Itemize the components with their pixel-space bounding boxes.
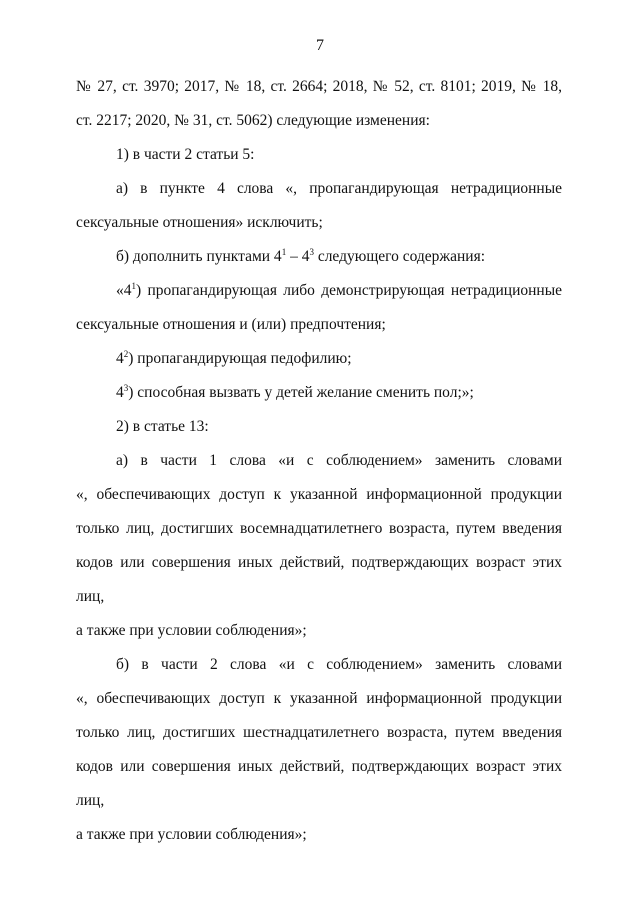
document-body [76,70,562,852]
text-line: ст. 2217; 2020, № 31, ст. 5062) следующие изменения: [76,112,430,129]
text-line: № 27, ст. 3970; 2017, № 18, ст. 2664; 2018, № 52, ст. 8101; 2019, № 18, [76,78,562,95]
text-line: б) в части 2 слова «и с соблюдением» заменить словами [116,656,562,673]
text-fragment: ) пропагандирующая либо демонстрирующая нетрадиционные [136,282,562,299]
text-fragment: следующего содержания: [313,248,486,265]
text-line: а) в части 1 слова «и с соблюдением» заменить словами [116,452,562,469]
paragraph-item-1 [76,138,562,172]
text-line: «, обеспечивающих доступ к указанной информационной продукции [76,690,562,707]
paragraph-point-4-3 [76,376,562,410]
text-fragment: ) способная вызвать у детей желание сменить пол;»; [128,384,474,401]
paragraph-item-1b [76,240,562,274]
superscript: 3 [123,383,129,393]
text-line: кодов или совершения иных действий, подтверждающих возраст этих лиц, [76,758,562,809]
paragraph-point-4-2 [76,342,562,376]
text-fragment: «4 [116,282,132,299]
paragraph-item-1a [76,172,562,240]
paragraph-item-2b [76,648,562,852]
text-line: «, обеспечивающих доступ к указанной информационной продукции [76,486,562,503]
text-fragment: – 4 [286,248,310,265]
text-line: а) в пункте 4 слова «, пропагандирующая нетрадиционные [116,180,562,197]
text-line: только лиц, достигших шестнадцатилетнего возраста, путем введения [76,724,562,741]
text-line: 1) в части 2 статьи 5: [116,146,255,163]
paragraph-item-2a [76,444,562,648]
page-number: 7 [316,37,324,54]
superscript: 2 [123,349,129,359]
text-fragment: 4 [116,384,124,401]
text-line: а также при условии соблюдения»; [76,826,307,843]
text-line: сексуальные отношения» исключить; [76,214,323,231]
text-line [76,274,562,308]
text-line: а также при условии соблюдения»; [76,622,307,639]
text-line: 2) в статье 13: [116,418,209,435]
superscript: 1 [131,281,136,291]
superscript: 3 [309,247,314,257]
text-fragment: б) дополнить пунктами 4 [116,248,282,265]
superscript: 1 [281,247,287,257]
paragraph-intro [76,70,562,138]
paragraph-item-2 [76,410,562,444]
text-line: только лиц, достигших восемнадцатилетнего возраста, путем введения [76,520,562,537]
paragraph-point-4-1 [76,274,562,342]
text-line: кодов или совершения иных действий, подтверждающих возраст этих лиц, [76,554,562,605]
text-fragment: 4 [116,350,124,367]
text-fragment: ) пропагандирующая педофилию; [128,350,352,367]
text-line: сексуальные отношения и (или) предпочтения; [76,316,386,333]
